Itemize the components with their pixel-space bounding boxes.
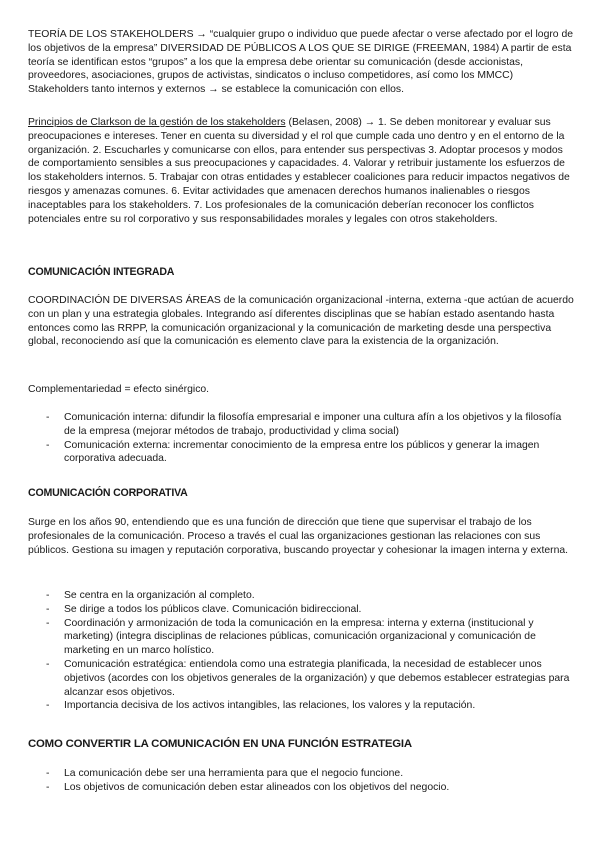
heading-integrada: COMUNICACIÓN INTEGRADA xyxy=(28,266,175,278)
list-item: - Los objetivos de comunicación deben estar alineados con los objetivos del negocio. xyxy=(46,781,450,793)
bullet-dash: - xyxy=(46,781,50,793)
list-item: - La comunicación debe ser una herramienta para que el negocio funcione. xyxy=(46,768,404,779)
clarkson-paragraph xyxy=(28,116,574,226)
bullet-dash: - xyxy=(46,617,50,629)
corporativa-paragraph: Surge en los años 90, entendiendo que es una función de dirección que tiene que supervisar el trabajo de los profesionales de la comunicación. Proceso a través el cual las organizaciones gestionan las relaciones con sus públicos. Gestiona su imagen y reputación corporativa, buscando proyectar y cohesionar la imagen interna y externa. xyxy=(28,517,569,556)
bullet-dash: - xyxy=(46,439,50,451)
bullet-dash: - xyxy=(46,768,50,779)
heading-estrategia: COMO CONVERTIR LA COMUNICACIÓN EN UNA FUNCIÓN ESTRATEGIA xyxy=(28,738,412,750)
list-item: - Comunicación estratégica: entiendola como una estrategia planificada, la necesidad de establecer unos objetivos (acordes con los objetivos generales de la organización) y que debemos establecer estrategias para alcanzar esos objetivos. xyxy=(46,658,570,698)
integrada-paragraph: COORDINACIÓN DE DIVERSAS ÁREAS de la comunicación organizacional -interna, externa -que actúan de acuerdo con un plan y una estrategia globales. Integrando así diferentes disciplinas que se habían estado asentando hasta entonces como las RRPP, la comunicación organizacional y la comunicación de marketing desde una perspectiva global, reconociendo así que la comunicación es elemento clave para la existencia de la organización. xyxy=(28,295,574,348)
list-item: - Se dirige a todos los públicos clave. Comunicación bidireccional. xyxy=(46,603,362,615)
bullet-dash: - xyxy=(46,603,50,615)
estrategia-list xyxy=(28,767,574,795)
clarkson-body: (Belasen, 2008) → 1. Se deben monitorear y evaluar sus preocupaciones e intereses. Tener en cuenta su diversidad y el rol que cumple cada uno dentro y en el entorno de la organización. 2. Escucharles y comunicarse con ellos, para entender sus perspectivas 3. Adoptar procesos y modos de comportamiento sensibles a sus preocupaciones y capacidades. 4. Valorar y retribuir justamente los esfuerzos de los stakeholders internos. 5. Trabajar con otras entidades y establecer coaliciones para reducir impactos negativos de riesgos y amenazas comunes. 6. Evitar actividades que amenacen derechos humanos inalienables o riesgos inaceptables para los stakeholders. 7. Los profesionales de la comunicación deberían reconocer los conflictos potenciales entre su rol corporativo y sus responsabilidades morales y legales con otros stakeholders. xyxy=(28,117,570,225)
clarkson-title: Principios de Clarkson de la gestión de los stakeholders xyxy=(28,117,286,128)
list-item: - Comunicación interna: difundir la filosofía empresarial e imponer una cultura afín a los objetivos y la filosofía de la empresa (mejorar métodos de trabajo, productividad y clima social) xyxy=(46,412,562,437)
bullet-dash: - xyxy=(46,700,50,712)
heading-corporativa: COMUNICACIÓN CORPORATIVA xyxy=(28,487,188,499)
intro-paragraph: TEORÍA DE LOS STAKEHOLDERS → “cualquier grupo o individuo que puede afectar o verse afectado por el logro de los objetivos de la empresa” DIVERSIDAD DE PÚBLICOS A LOS QUE SE DIRIGE (FREEMAN, 1984) A partir de esta teoría se identifican estos “grupos” a los que la empresa debe orientar su comunicación (desde accionistas, proveedores, asociaciones, grupos de activistas, sindicatos o incluso competidores, así como los MMCC) Stakeholders tanto internos y externos → se establece la comunicación con ellos. xyxy=(28,29,574,96)
corporativa-list xyxy=(28,589,574,713)
bullet-dash: - xyxy=(46,590,50,601)
list-item: - Importancia decisiva de los activos intangibles, las relaciones, los valores y la reputación. xyxy=(46,700,476,712)
list-item: - Se centra en la organización al completo. xyxy=(46,590,255,601)
list-item: - Comunicación externa: incrementar conocimiento de la empresa entre los públicos y generar la imagen corporativa adecuada. xyxy=(46,439,540,465)
list-item: - Coordinación y armonización de toda la comunicación en la empresa: interna y externa (institucional y marketing) (integra disciplinas de relaciones públicas, comunicación organizacional y comunicación de marketing en un marco holístico. xyxy=(46,617,536,657)
integrada-note: Complementariedad = efecto sinérgico. xyxy=(28,384,210,395)
integrada-list xyxy=(28,411,574,466)
bullet-dash: - xyxy=(46,412,50,423)
bullet-dash: - xyxy=(46,658,50,670)
